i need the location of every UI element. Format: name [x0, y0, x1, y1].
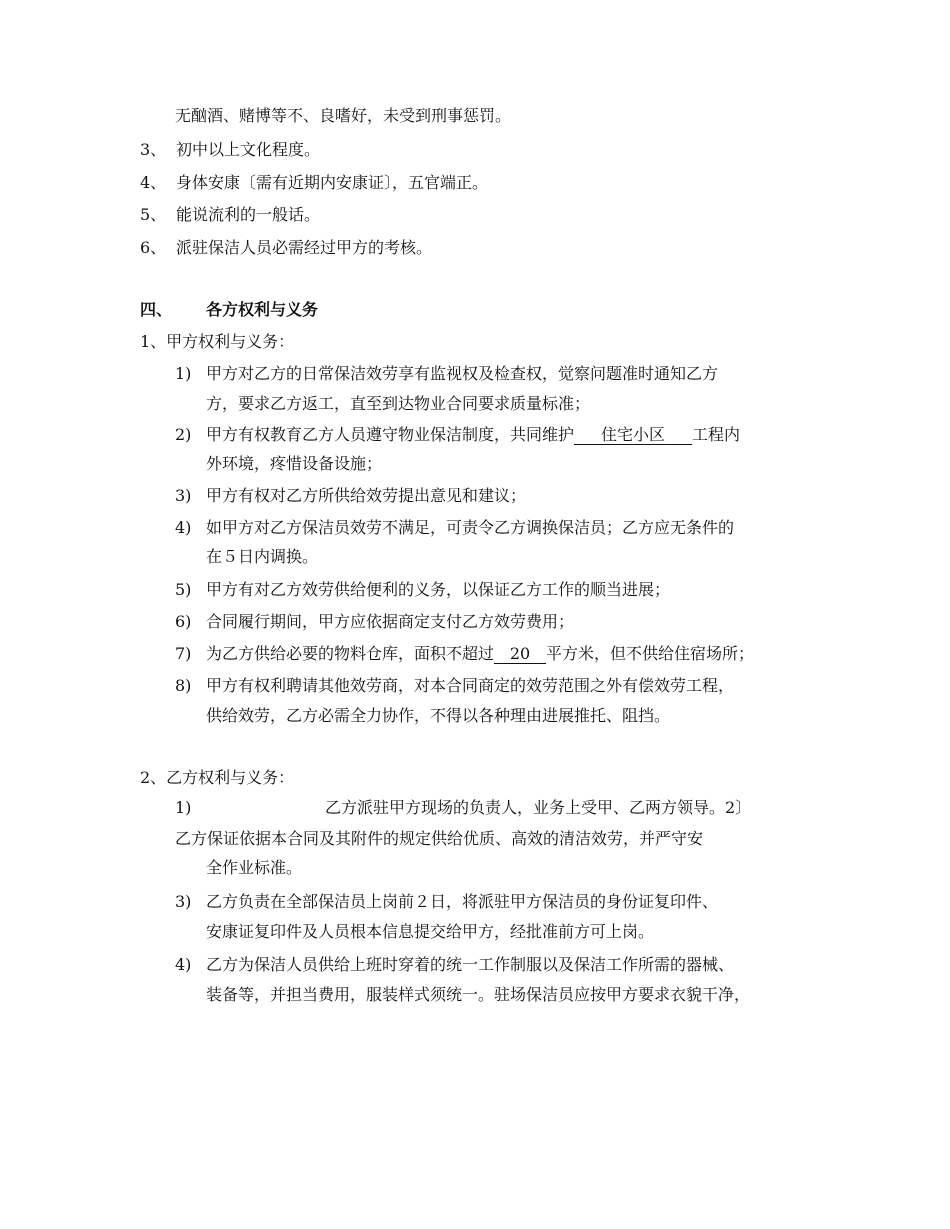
- item-text: 甲方有权对乙方所供给效劳提出意见和建议；: [206, 486, 527, 505]
- item-text: 如甲方对乙方保洁员效劳不满足，可责令乙方调换保洁员；乙方应无条件的: [206, 518, 735, 537]
- list-item: [175, 518, 735, 538]
- item-text-continuation: 在５日内调换。: [206, 547, 319, 566]
- item-text: 身体安康〔需有近期内安康证〕，五官端正。: [176, 173, 489, 192]
- list-item: [175, 425, 741, 445]
- item-text: 甲方有对乙方效劳供给便利的义务，以保证乙方工作的顺当进展；: [206, 580, 671, 599]
- item-text: 乙方为保洁人员供给上班时穿着的统一工作制服以及保洁工作所需的器械、: [206, 955, 735, 974]
- item-number: 8): [175, 676, 192, 695]
- item-text-continuation: 外环境，疼惜设备设施；: [206, 454, 383, 473]
- item-text: 甲方对乙方的日常保洁效劳享有监视权及检查权，觉察问题准时通知乙方: [206, 364, 719, 383]
- section-title: 各方权利与义务: [206, 300, 319, 319]
- list-item: [175, 676, 735, 696]
- item-number: 4): [175, 955, 192, 974]
- section-heading: [140, 300, 319, 320]
- item-text: 合同履行期间，甲方应依据商定支付乙方效劳费用；: [206, 612, 575, 631]
- item-text: 初中以上文化程度。: [176, 140, 321, 159]
- list-item: [175, 486, 527, 506]
- list-item: [175, 644, 755, 664]
- list-item: [175, 612, 575, 632]
- item-number: 3): [175, 892, 192, 911]
- item-text: [206, 644, 754, 664]
- text-after-blank: 平方米，但不供给住宿场所；: [546, 644, 755, 663]
- party-a-heading: 1、甲方权利与义务：: [140, 332, 295, 351]
- text-after-blank: 工程内: [692, 425, 741, 444]
- item-text: 乙方负责在全部保洁员上岗前２日，将派驻甲方保洁员的身份证复印件、: [206, 892, 719, 911]
- list-item: [175, 580, 671, 600]
- list-item: [175, 798, 752, 818]
- item-text-continuation: 安康证复印件及人员根本信息提交给甲方，经批准前方可上岗。: [206, 922, 655, 941]
- item-number: 3): [175, 486, 192, 505]
- item-text: 乙方派驻甲方现场的负责人，业务上受甲、乙两方领导。2〕: [325, 798, 752, 817]
- item-number: 5): [175, 580, 192, 599]
- item-number: 5、: [140, 205, 167, 224]
- party-b-heading: 2、乙方权利与义务：: [140, 768, 295, 787]
- item-text: 能说流利的一般话。: [176, 205, 321, 224]
- requirement-continuation: 无酗酒、赌博等不、良嗜好，未受到刑事惩罚。: [175, 106, 512, 125]
- item-text-continuation: 供给效劳，乙方必需全力协作，不得以各种理由进展推托、阻挡。: [206, 706, 671, 725]
- list-item: [175, 364, 719, 384]
- item-number: 4、: [140, 173, 167, 192]
- item-number: 1): [175, 364, 192, 383]
- requirement-item: [140, 205, 321, 225]
- item-text-continuation: 方，要求乙方返工，直至到达物业合同要求质量标准；: [206, 394, 591, 413]
- text-before-blank: 甲方有权教育乙方人员遵守物业保洁制度，共同维护: [206, 425, 575, 444]
- item-number: 6): [175, 612, 192, 631]
- filled-blank: 住宅小区: [574, 426, 692, 445]
- list-item: [175, 892, 719, 912]
- item-text: 派驻保洁人员必需经过甲方的考核。: [176, 238, 433, 257]
- text-before-blank: 为乙方供给必要的物料仓库，面积不超过: [206, 644, 495, 663]
- item-number: 4): [175, 518, 192, 537]
- item-number: 2): [175, 425, 192, 444]
- item-number: 6、: [140, 238, 167, 257]
- item-number: 3、: [140, 140, 167, 159]
- section-number: 四、: [140, 300, 173, 319]
- item-text: 甲方有权利聘请其他效劳商，对本合同商定的效劳范围之外有偿效劳工程，: [206, 676, 735, 695]
- filled-blank: 20: [494, 645, 546, 664]
- item-number: 1): [175, 798, 192, 817]
- item-number: 7): [175, 644, 192, 663]
- item-text: [206, 425, 740, 445]
- item-text-continuation: 装备等，并担当费用，服装样式须统一。驻场保洁员应按甲方要求衣貌干净，: [206, 985, 751, 1004]
- item-text-continuation: 全作业标准。: [206, 858, 303, 877]
- item-text-continuation: 乙方保证依据本合同及其附件的规定供给优质、高效的清洁效劳，并严守安: [175, 829, 704, 848]
- requirement-item: [140, 140, 321, 160]
- requirement-item: [140, 238, 433, 258]
- list-item: [175, 955, 735, 975]
- requirement-item: [140, 173, 489, 193]
